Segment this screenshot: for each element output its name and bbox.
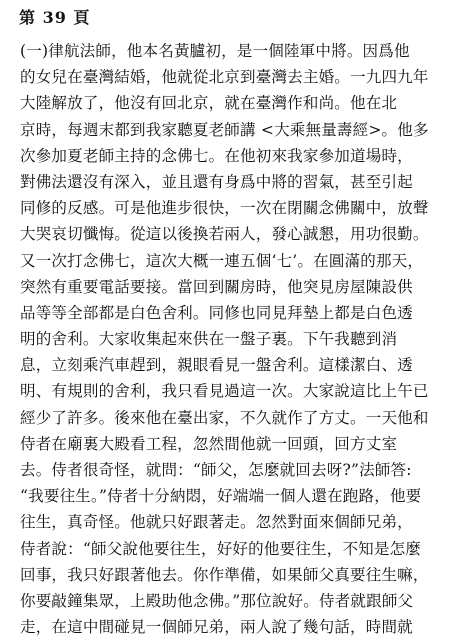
text-line: 侍者說：“師父說他要往生，好好的他要往生，不知是怎麼: [20, 539, 422, 558]
text-line: 你要敲鐘集眾，上殿助他念佛。”那位說好。侍者就跟師父: [20, 591, 414, 610]
text-line: 往生，真奇怪。他就只好跟著走。忽然對面來個師兄弟，: [20, 513, 413, 532]
text-line: “我要往生。”侍者十分納悶，好端端一個人還在跑路，他要: [20, 487, 422, 506]
text-line: 侍者在廟裏大殿看工程，忽然間他就一回頭，回方丈室: [20, 434, 398, 453]
text-line: 大陸解放了，他沒有回北京，就在臺灣作和尚。他在北: [20, 94, 398, 113]
body-text: [20, 38, 446, 640]
text-line: 大哭哀切懺悔。從這以後換若兩人，發心誠懇，用功很勤。: [20, 225, 429, 244]
text-line: (一)律航法師，他本名黃臚初，是一個陸軍中將。因爲他: [20, 42, 410, 60]
text-line: 明的舍利。大家收集起來供在一盤子裏。下午我聽到消: [20, 330, 398, 349]
text-line: 又一次打念佛七，這次大概一連五個‘七’。在圓滿的那天，: [20, 251, 424, 270]
text-line: 同修的反感。可是他進步很快，一次在閉關念佛關中，放聲: [20, 199, 429, 218]
text-line: 經少了許多。後來他在臺出家，不久就作了方丈。一天他和: [20, 408, 429, 427]
text-line: 京時，每週末都到我家聽夏老師講 <大乘無量壽經>。他多: [20, 120, 429, 139]
text-line: 回事，我只好跟著他去。你作準備，如果師父真要往生嘛，: [20, 565, 429, 584]
text-line: 次參加夏老師主持的念佛七。在他初來我家參加道場時，: [20, 146, 413, 165]
text-line: 明、有規則的舍利，我只看見過這一次。大家說這比上午已: [20, 382, 429, 401]
text-line: 突然有重要電話要接。當回到關房時，他突見房屋陳設供: [20, 277, 413, 296]
text-line: 對佛法還沒有深入，並且還有身爲中將的習氣，甚至引起: [20, 172, 413, 191]
text-line: 息，立刻乘汽車趕到，親眼看見一盤舍利。這樣潔白、透: [20, 356, 413, 375]
text-line: 走，在這中間碰見一個師兄弟，兩人說了幾句話，時間就: [20, 618, 413, 637]
text-line: 的女兒在臺灣結婚，他就從北京到臺灣去主婚。一九四九年: [20, 68, 429, 87]
page-number: 第 39 頁: [19, 8, 91, 27]
text-line: 品等等全部都是白色舍利。同修也同見拜墊上都是白色透: [20, 303, 413, 322]
text-line: 去。侍者很奇怪，就問：“師父，怎麼就回去呀?”法師答:: [20, 461, 412, 479]
